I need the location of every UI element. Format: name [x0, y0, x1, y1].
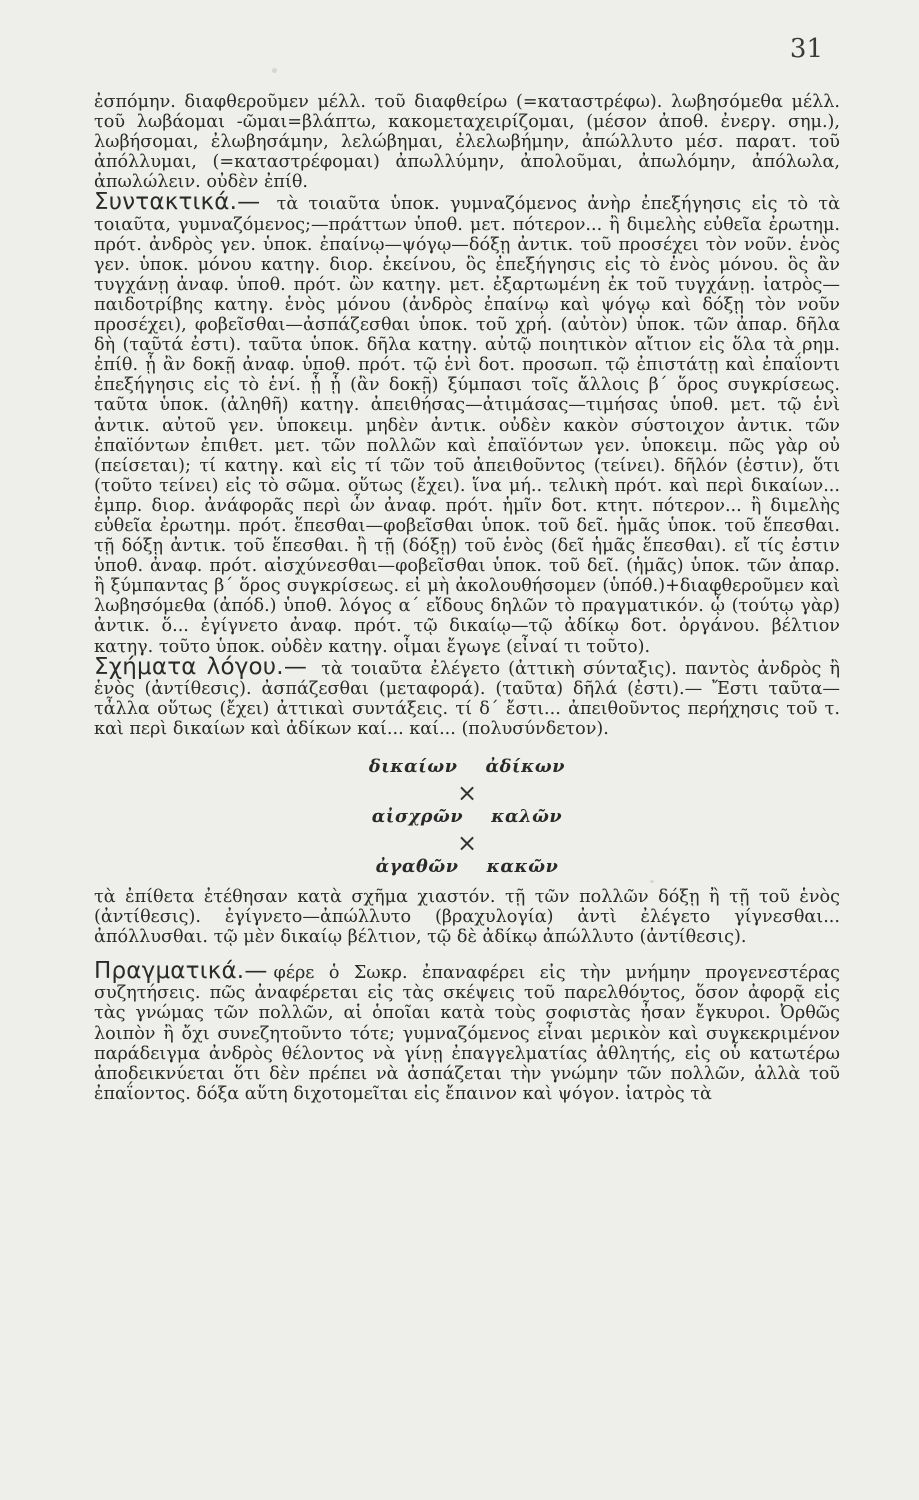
chiasm-cross-2: ×: [456, 829, 478, 857]
paragraph-etymology: ἐσπόμην. διαφθεροῦμεν μέλλ. τοῦ διαφθείρω (=καταστρέφω). λωβησόμεθα μέλλ. τοῦ λωβάομαι -ῶμαι=βλάπτω, κακομεταχειρίζομαι, (μέσον ἀποθ. ἐνεργ. σημ.), λωβήσομαι, ἐλωβησάμην, λελώβημαι, ἐλελωβήμην, ἀπώλλυτο μέσ. παρατ. τοῦ ἀπόλλυμαι, (=καταστρέφομαι) ἀπωλλύμην, ἀπολοῦμαι, ἀπωλόμην, ἀπόλωλα, ἀπωλώλειν. οὐδὲν ἐπίθ.: [94, 92, 840, 193]
chiasm-row-2: [94, 807, 840, 831]
section-syntax: [94, 189, 840, 657]
section-figures-text: τὰ τοιαῦτα ἐλέγετο (ἀττικὴ σύνταξις). παντὸς ἀνδρὸς ἢ ἑνὸς (ἀντίθεσις). ἀσπάζεσθαι (μεταφορά). (ταῦτα) δῆλά (ἐστι).— Ἔστι ταῦτα—τἆλλα οὕτως (ἔχει) ἀττικαὶ συντάξεις. τί δ΄ ἔστι... ἀπειθοῦντος περήχησις τοῦ τ. καὶ περὶ δικαίων καὶ ἀδίκων καί... καί... (πολυσύνδετον).: [94, 658, 840, 739]
page-content: [94, 92, 840, 1104]
section-figures-of-speech: [94, 653, 840, 739]
section-factual: [94, 958, 840, 1104]
chiasm-word-dikaion: δικαίων: [368, 756, 458, 777]
page-number: 31: [789, 34, 823, 64]
chiasm-row-1: [94, 757, 840, 781]
chiasm-row-3: [94, 857, 840, 881]
section-factual-text: φέρε ὁ Σωκρ. ἐπαναφέρει εἰς τὴν μνήμην προγενεστέρας συζητήσεις. πῶς ἀναφέρεται εἰς τὰς σκέψεις τοῦ παρελθόντος, ὅσον ἀφορᾷ εἰς τὰς γνώμας τῶν πολλῶν, αἱ ὁποῖαι κατὰ τοὺς σοφιστὰς ἦσαν ἔγκυροι. Ὀρθῶς λοιπὸν ἢ ὄχι συνεζητοῦντο τότε; γυμναζόμενος εἶναι μερικὸν καὶ συγκεκριμένον παράδειγμα ἀνδρὸς θέλοντος νὰ γίνῃ ἐπαγγελματίας ἀθλητής, εἰς οὗ κατωτέρω ἀποδεικνύεται ὅτι δὲν πρέπει νὰ ἀσπάζεται τὴν γνώμην τῶν πολλῶν, ἀλλὰ τοῦ ἐπαΐοντος. δόξα αὕτη διχοτομεῖται εἰς ἔπαινον καὶ ψόγον. ἰατρὸς τὰ: [94, 963, 840, 1104]
chiasm-word-aischron: αἰσχρῶν: [371, 806, 464, 827]
section-heading-factual: Πραγματικά.—: [94, 958, 268, 985]
section-syntax-text: τὰ τοιαῦτα ὑποκ. γυμναζόμενος ἀνὴρ ἐπεξήγησις εἰς τὸ τὰ τοιαῦτα, γυμναζόμενος;—πράττων ὑποθ. μετ. πότερον... ἢ διμελὴς εὐθεῖα ἐρωτημ. πρότ. ἀνδρὸς γεν. ὑποκ. ἐπαίνῳ—ψόγῳ—δόξῃ ἀντικ. τοῦ προσέχει τὸν νοῦν. ἑνὸς γεν. ὑποκ. μόνου κατηγ. διορ. ἐκείνου, ὃς ἐπεξήγησις εἰς τὸ ἑνὸς μόνου. ὃς ἂν τυγχάνῃ ἀναφ. ὑποθ. πρότ. ὢν κατηγ. μετ. ἐξαρτωμένη ἐκ τοῦ τυγχάνῃ. ἰατρὸς—παιδοτρίβης κατηγ. ἑνὸς μόνου (ἀνδρὸς ἐπαίνῳ καὶ ψόγῳ καὶ δόξῃ τὸν νοῦν προσέχει), φοβεῖσθαι—ἀσπάζεσθαι ὑποκ. τοῦ χρή. (αὐτὸν) ὑποκ. τῶν ἀπαρ. δῆλα δὴ (ταῦτά ἐστι). ταῦτα ὑποκ. δῆλα κατηγ. αὐτῷ ποιητικὸν αἴτιον εἰς ὅλα τὰ ρημ. ἐπίθ. ᾗ ἂν δοκῇ ἀναφ. ὑποθ. πρότ. τῷ ἑνὶ δοτ. προσωπ. τῷ ἐπιστάτῃ καὶ ἐπαΐοντι ἐπεξήγησις εἰς τὸ ἑνί. ᾗ ᾗ (ἂν δοκῇ) ξύμπασι τοῖς ἄλλοις β΄ ὅρος συγκρίσεως. ταῦτα ὑποκ. (ἀληθῆ) κατηγ. ἀπειθήσας—ἀτιμάσας—τιμήσας ὑποθ. μετ. τῷ ἑνὶ ἀντικ. αὐτοῦ γεν. ὑποκειμ. μηδὲν ἀντικ. οὐδὲν κακὸν σύστοιχον ἀντικ. τῶν ἐπαϊόντων ἐπιθετ. μετ. τῶν πολλῶν καὶ ἐπαϊόντων γεν. ὑποκειμ. πῶς γὰρ οὐ (πείσεται); τί κατηγ. καὶ εἰς τί τῶν τοῦ ἀπειθοῦντος (τείνει). δῆλόν (ἐστιν), ὅτι (τοῦτο τείνει) εἰς τὸ σῶμα. οὕτως (ἔχει). ἵνα μή.. τελικὴ πρότ. καὶ περὶ δικαίων... ἐμπρ. διορ. ἀνάφορᾶς περὶ ὧν ἀναφ. πρότ. ἡμῖν δοτ. κτητ. πότερον... ἢ διμελὴς εὐθεῖα ἐρωτημ. πρότ. ἕπεσθαι—φοβεῖσθαι ὑποκ. τοῦ δεῖ. ἡμᾶς ὑποκ. τοῦ ἕπεσθαι. τῇ δόξῃ ἀντικ. τοῦ ἕπεσθαι. ἢ τῇ (δόξῃ) τοῦ ἑνὸς (δεῖ ἡμᾶς ἕπεσθαι). εἴ τίς ἐστιν ὑποθ. ἀναφ. πρότ. αἰσχύνεσθαι—φοβεῖσθαι ὑποκ. τοῦ δεῖ. (ἡμᾶς) ὑποκ. τῶν ἀπαρ. ἢ ξύμπαντας β΄ ὅρος συγκρίσεως. εἰ μὴ ἀκολουθήσομεν (ὑπόθ.)+διαφθεροῦμεν καὶ λωβησόμεθα (ἀπόδ.) ὑποθ. λόγος α΄ εἴδους δηλῶν τὸ πραγματικόν. ᾧ (τούτῳ γὰρ) ἀντικ. ὅ... ἐγίγνετο ἀναφ. πρότ. τῷ δικαίῳ—τῷ ἀδίκῳ δοτ. ὀργάνου. βέλτιον κατηγ. τοῦτο ὑποκ. οὐδὲν κατηγ. οἶμαι ἔγωγε (εἶναί τι τοῦτο).: [94, 194, 840, 657]
section-heading-figures: Σχήματα λόγου.—: [94, 653, 308, 680]
chiasm-word-kakon: κακῶν: [486, 856, 559, 877]
chiasm-word-agathon: ἀγαθῶν: [375, 856, 459, 877]
section-heading-syntax: Συντακτικά.—: [94, 189, 261, 216]
chiasm-word-kalon: καλῶν: [491, 806, 563, 827]
chiasm-word-adikon: ἀδίκων: [485, 756, 566, 777]
chiasm-diagram: [94, 757, 840, 881]
chiasm-cross-1: ×: [456, 779, 478, 807]
paragraph-chiasm-explanation: τὰ ἐπίθετα ἐτέθησαν κατὰ σχῆμα χιαστόν. τῇ τῶν πολλῶν δόξῃ ἢ τῇ τοῦ ἑνὸς (ἀντίθεσις). ἐγίγνετο—ἀπώλλυτο (βραχυλογία) ἀντὶ ἐλέγετο γίγνεσθαι... ἀπόλλυσθαι. τῷ μὲν δικαίῳ βέλτιον, τῷ δὲ ἀδίκῳ ἀπώλλυτο (ἀντίθεσις).: [94, 887, 840, 948]
